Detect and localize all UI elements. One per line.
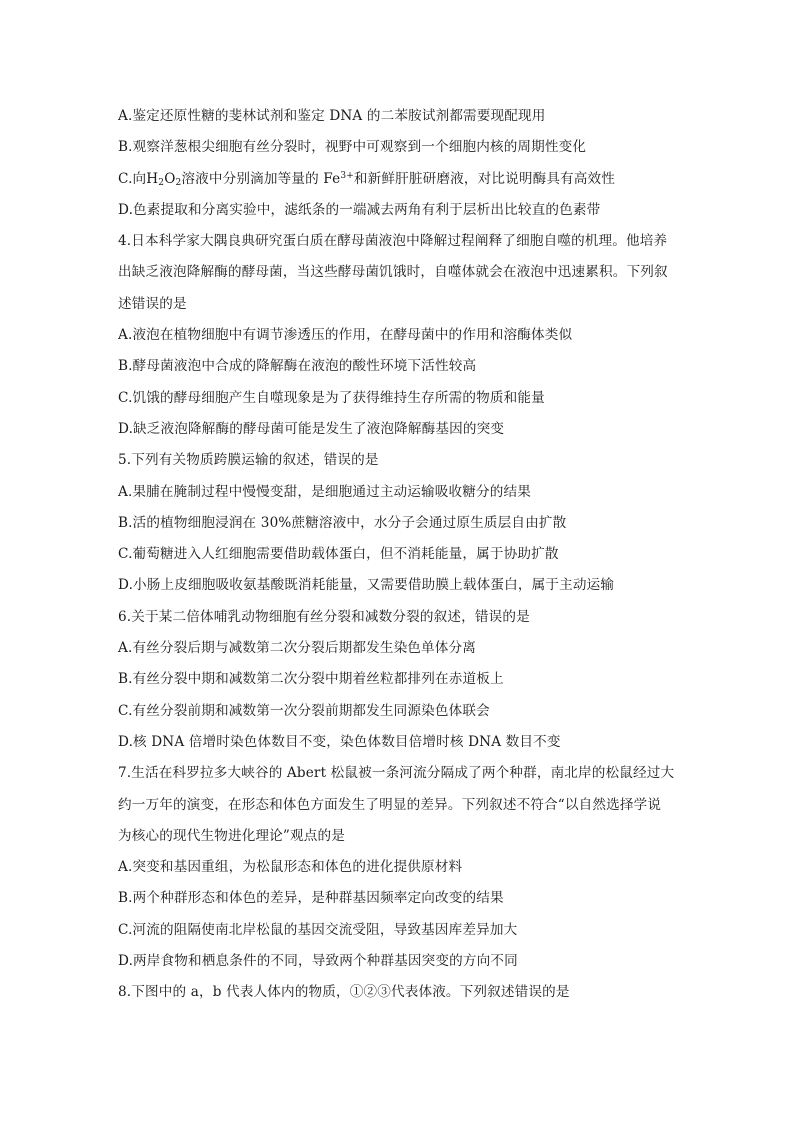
q4-option-c: C.饥饿的酵母细胞产生自噬现象是为了获得维持生存所需的物质和能量 (118, 389, 545, 406)
q3-option-d: D.色素提取和分离实验中，滤纸条的一端减去两角有利于层析出比较直的色素带 (118, 201, 601, 218)
question-text-block (118, 101, 678, 1009)
q6-option-c: C.有丝分裂前期和减数第一次分裂前期都发生同源染色体联会 (118, 702, 490, 719)
q4-option-a: A.液泡在植物细胞中有调节渗透压的作用，在酵母菌中的作用和溶酶体类似 (118, 327, 573, 344)
q4-option-b: B.酵母菌液泡中合成的降解酶在液泡的酸性环境下活性较高 (118, 358, 477, 375)
q4-stem: 出缺乏液泡降解酶的酵母菌，当这些酵母菌饥饿时，自噬体就会在液泡中迅速累积。下列叙 (118, 264, 668, 281)
q4-option-d: D.缺乏液泡降解酶的酵母菌可能是发生了液泡降解酶基因的突变 (118, 420, 505, 437)
q7-option-d: D.两岸食物和栖息条件的不同，导致两个种群基因突变的方向不同 (118, 953, 518, 970)
q6-option-a: A.有丝分裂后期与减数第二次分裂后期都发生染色单体分离 (118, 640, 477, 657)
q6-option-b: B.有丝分裂中期和减数第二次分裂中期着丝粒都排列在赤道板上 (118, 671, 504, 688)
q7-stem: 为核心的现代生物进化理论”观点的是 (118, 827, 345, 844)
q4-stem: 4.日本科学家大隅良典研究蛋白质在酵母菌液泡中降解过程阐释了细胞自噬的机理。他培养 (118, 233, 668, 250)
q3-option-b: B.观察洋葱根尖细胞有丝分裂时，视野中可观察到一个细胞内核的周期性变化 (118, 139, 587, 156)
q7-stem: 约一万年的演变，在形态和体色方面发生了明显的差异。下列叙述不符合“以自然选择学说 (118, 796, 662, 813)
q4-stem: 述错误的是 (118, 295, 187, 312)
q5-option-b: B.活的植物细胞浸润在 30%蔗糖溶液中，水分子会通过原生质层自由扩散 (118, 514, 567, 531)
q5-option-a: A.果脯在腌制过程中慢慢变甜，是细胞通过主动运输吸收糖分的结果 (118, 483, 532, 500)
q6-option-d: D.核 DNA 倍增时染色体数目不变，染色体数目倍增时核 DNA 数目不变 (118, 733, 561, 750)
q3-option-c: C.向$H_2O_2$溶液中分别滴加等量的 $Fe^{3+}$和新鲜肝脏研磨液，对比说明酶具有高效性 (118, 170, 616, 188)
q5-option-c: C.葡萄糖进入人红细胞需要借助载体蛋白，但不消耗能量，属于协助扩散 (118, 546, 559, 563)
q7-stem: 7.生活在科罗拉多大峡谷的 Abert 松鼠被一条河流分隔成了两个种群，南北岸的松鼠经过大 (118, 765, 675, 782)
q7-option-b: B.两个种群形态和体色的差异，是种群基因频率定向改变的结果 (118, 890, 504, 907)
q8-stem: 8.下图中的 a，b 代表人体内的物质，①②③代表体液。下列叙述错误的是 (118, 984, 570, 1001)
q5-stem: 5.下列有关物质跨膜运输的叙述，错误的是 (118, 452, 379, 469)
q7-option-a: A.突变和基因重组，为松鼠形态和体色的进化提供原材料 (118, 859, 463, 876)
q7-option-c: C.河流的阻隔使南北岸松鼠的基因交流受阻，导致基因库差异加大 (118, 921, 518, 938)
q3-option-a: A.鉴定还原性糖的斐林试剂和鉴定 DNA 的二苯胺试剂都需要现配现用 (118, 108, 546, 124)
q6-stem: 6.关于某二倍体哺乳动物细胞有丝分裂和减数分裂的叙述，错误的是 (118, 608, 530, 625)
q5-option-d: D.小肠上皮细胞吸收氨基酸既消耗能量，又需要借助膜上载体蛋白，属于主动运输 (118, 577, 615, 594)
